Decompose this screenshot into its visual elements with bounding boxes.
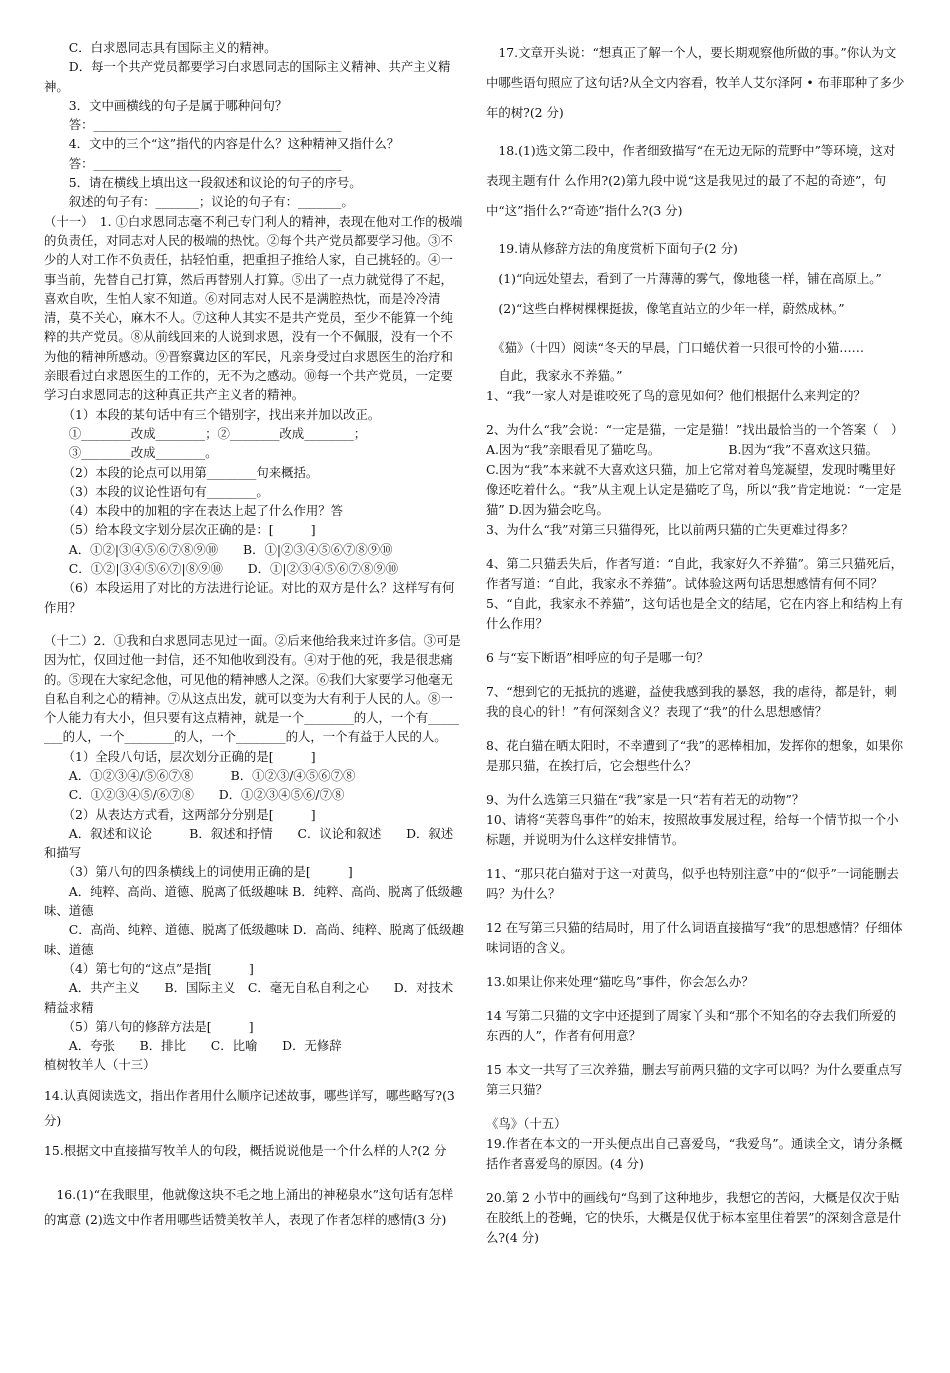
question-item: 17.文章开头说：“想真正了解一个人，要长期观察他所做的事。”你认为文中哪些语句照应了这句话?从全文内容看，牧羊人艾尔泽阿 • 布菲耶种了多少年的树?(2 分): [486, 45, 905, 120]
question-item: 18.(1)选文第二段中，作者细致描写“在无边无际的荒野中”等环境，这对表现主题有什 么作用?(2)第九段中说“这是我见过的最了不起的奇迹”，句中“这”指什么?“奇迹”指什么?(3 分): [486, 143, 896, 218]
question-item: ①________改成________；②________改成________；: [44, 425, 367, 441]
question-item: 4、第二只猫丢失后，作者写道：“自此，我家好久不养猫”。第三只猫死后，作者写道：“自此，我家永不养猫”。试体验这两句话思想感情有何不同？: [486, 556, 904, 591]
question-item: 8、花白猫在晒太阳时，不幸遭到了“我”的恶棒相加，发挥你的想象，如果你是那只猫，在挨打后，它会想些什么？: [486, 738, 904, 773]
question-item: 12 在写第三只猫的结局时，用了什么词语直接描写“我”的思想感情？仔细体味词语的含义。: [486, 920, 903, 955]
question-item: 5、“自此，我家永不养猫”，这句话也是全文的结尾，它在内容上和结构上有什么作用？: [486, 596, 904, 631]
answer-option: C.因为“我”本来就不大喜欢这只猫，加上它常对着鸟笼凝望，发现时嘴里好像还吃着什么。“我”从主观上认定是猫吃了鸟，所以“我”肯定地说：“一定是猫” D.因为猫会吃鸟。: [486, 462, 902, 517]
question-item: 11、“那只花白猫对于这一对黄鸟，似乎也特别注意”中的“似乎”一词能删去吗？为什么？: [486, 866, 899, 901]
text-line: 答：________________________________________: [44, 117, 342, 133]
question-item: 15 本文一共写了三次养猫，删去写前两只猫的文字可以吗？为什么要重点写第三只猫？: [486, 1062, 903, 1097]
question-item: 7、“想到它的无抵抗的逃避，益使我感到我的暴怒，我的虐待，都是针，刺我的良心的针！”有何深刻含义？表现了“我”的什么思想感情？: [486, 684, 897, 719]
question-item: 1、“我”一家人对是谁咬死了鸟的意见如何？他们根据什么来判定的？: [486, 388, 866, 403]
question-item: 14.认真阅读选文，指出作者用什么顺序记述故事，哪些详写，哪些略写?(3分): [44, 1087, 455, 1128]
right-column: [486, 38, 906, 1248]
question-item: （4）本段中的加粗的字在表达上起了什么作用？答: [44, 503, 344, 519]
answer-option: A．共产主义 B．国际主义 C．毫无自私自利之心 D．对技术精益求精: [44, 980, 454, 1015]
answer-option: C．高尚、纯粹、道德、脱离了低级趣味 D．高尚、纯粹、脱离了低级趣味、道德: [44, 922, 464, 957]
answer-option: A．夸张 B．排比 C．比喻 D．无修辞: [44, 1038, 342, 1054]
question-item: （2）从表达方式看，这两部分分别是[ ]: [44, 806, 316, 822]
answer-option: A.因为“我”亲眼看见了猫吃鸟。 B.因为“我”不喜欢这只猫。: [486, 442, 879, 457]
passage-11: （十一） 1. ①白求恩同志毫不利己专门利人的精神，表现在他对工作的极端的负责任，对同志对人民的极端的热忱。②每个共产党员都要学习他。③不少的人对工作不负责任，拈轻怕重，把重担子推给人家，自己挑轻的。④一事当前，先替自己打算，然后再替别人打算。⑤出了一点力就觉得了不起，喜欢自吹，生怕人家不知道。⑥对同志对人民不是满腔热忱，而是冷冷清清，莫不关心，麻木不人。⑦这种人其实不是共产党员，至少不能算一个纯粹的共产党员。⑧从前线回来的人说到求恩，没有一个不佩服，没有一个不为他的精神所感动。⑨晋察冀边区的军民，凡亲身受过白求恩医生的治疗和亲眼看过白求恩医生的工作的，无不为之感动。⑩每一个共产党员，一定要学习白求恩同志的这种真正共产主义者的精神。: [44, 213, 463, 403]
question-item: （3）第八句的四条横线上的词使用正确的是[ ]: [44, 864, 353, 880]
question-item: 16.(1)“在我眼里，他就像这块不毛之地上涌出的神秘泉水”这句话有怎样的寓意 (2)选文中作者用哪些话赞美牧羊人，表现了作者怎样的感情(3 分): [44, 1187, 454, 1228]
question-item: （5）第八句的修辞方法是[ ]: [44, 1018, 254, 1034]
question-item: ③________改成________。: [44, 445, 218, 461]
question-item: （1）全段八句话，层次划分正确的是[ ]: [44, 748, 316, 764]
text-line: 3．文中画横线的句子是属于哪种问句？: [44, 97, 288, 113]
question-item: （3）本段的议论性语句有________。: [44, 483, 269, 499]
question-item: 3、为什么“我”对第三只猫得死，比以前两只猫的亡失更难过得多？: [486, 522, 854, 537]
question-item: 10、请将“芙蓉鸟事件”的始末，按照故事发展过程，给每一个情节拟一个小标题，并说明为什么这样安排情节。: [486, 812, 899, 847]
section-title: 《鸟》（十五）: [486, 1116, 567, 1131]
section-title: 自此，我家永不养猫。”: [486, 368, 623, 383]
question-item: 13.如果让你来处理“猫吃鸟”事件，你会怎么办？: [486, 974, 754, 989]
question-item: （2）本段的论点可以用第________句来概括。: [44, 464, 319, 480]
text-line: 4．文中的三个“这”指代的内容是什么？这种精神又指什么？: [44, 136, 400, 152]
question-item: （4）第七句的“这点”是指[ ]: [44, 960, 254, 976]
answer-option: A．①②③④/⑤⑥⑦⑧ B．①②③/④⑤⑥⑦⑧: [44, 767, 356, 783]
answer-option: A．叙述和议论 B．叙述和抒情 C．议论和叙述 D．叙述和描写: [44, 825, 454, 861]
answer-option: C．①②③④⑤/⑥⑦⑧ D．①②③④⑤⑥/⑦⑧: [44, 787, 345, 803]
question-item: 2、为什么“我”会说：“一定是猫，一定是猫！”找出最恰当的一个答案（ ）: [486, 422, 904, 437]
question-item: (2)“这些白桦树棵棵挺拔，像笔直站立的少年一样，蔚然成林。”: [486, 301, 845, 316]
passage-12: （十二）2．①我和白求恩同志见过一面。②后来他给我来过许多信。③可是因为忙，仅回过他一封信，还不知他收到没有。④对于他的死，我是很悲痛的。⑤现在大家纪念他，可见他的精神感人之深。⑥我们大家要学习他毫无自私自利之心的精神。⑦从这点出发，就可以变为大有利于人民的人。⑧一个人能力有大小，但只要有这点精神，就是一个________的人，一个有________的人，一个________的人，一个________的人，一个有益于人民的人。: [44, 632, 461, 745]
question-item: 9、为什么选第三只猫在“我”家是一只“若有若无的动物”？: [486, 792, 805, 807]
text-line: C．白求恩同志具有国际主义的精神。: [44, 40, 277, 55]
answer-option: A．①②|③④⑤⑥⑦⑧⑨⑩ B．①|②③④⑤⑥⑦⑧⑨⑩: [44, 541, 393, 557]
question-item: 15.根据文中直接描写牧羊人的句段，概括说说他是一个什么样的人?(2 分: [44, 1142, 447, 1158]
text-line: 5．请在横线上填出这一段叙述和议论的句子的序号。: [44, 175, 362, 191]
text-line: 答：________________________________________: [44, 155, 342, 171]
question-item: （6）本段运用了对比的方法进行论证。对比的双方是什么？这样写有何作用？: [44, 580, 455, 615]
question-item: （1）本段的某句话中有三个错别字，找出来并加以改正。: [44, 406, 381, 422]
section-title: 《猫》（十四）阅读“冬天的早晨，门口蜷伏着一只很可怜的小猫……: [486, 340, 865, 355]
text-line: 叙述的句子有：_______；议论的句子有：_______。: [44, 194, 354, 210]
question-item: 14 写第二只猫的文字中还提到了周家丫头和“那个不知名的夺去我们所爱的东西的人”，作者有何用意？: [486, 1008, 897, 1043]
question-item: 19.请从修辞方法的角度赏析下面句子(2 分): [486, 241, 738, 256]
answer-option: C．①②|③④⑤⑥⑦|⑧⑨⑩ D．①|②③④⑤⑥⑦⑧⑨⑩: [44, 561, 399, 577]
question-item: 19.作者在本文的一开头便点出自己喜爱鸟，“我爱鸟”。通读全文，请分条概括作者喜爱鸟的原因。(4 分): [486, 1136, 903, 1171]
question-item: 6 与“妄下断语”相呼应的句子是哪一句？: [486, 650, 709, 665]
question-item: (1)“向远处望去，看到了一片薄薄的雾气，像地毯一样，铺在高原上。”: [486, 271, 882, 286]
question-item: （5）给本段文字划分层次正确的是：[ ]: [44, 522, 316, 538]
answer-option: A．纯粹、高尚、道德、脱离了低级趣味 B．纯粹、高尚、脱离了低级趣味、道德: [44, 883, 463, 919]
left-column: [44, 38, 464, 1232]
section-title: 植树牧羊人（十三）: [44, 1057, 156, 1073]
question-item: 20.第 2 小节中的画线句“鸟到了这种地步，我想它的苦闷，大概是仅次于贴在胶纸上的苍蝇，它的快乐，大概是仅优于标本室里住着罢”的深刻含意是什么?(4 分): [486, 1190, 902, 1245]
text-line: D．每一个共产党员都要学习白求恩同志的国际主义精神、共产主义精神。: [44, 59, 451, 94]
